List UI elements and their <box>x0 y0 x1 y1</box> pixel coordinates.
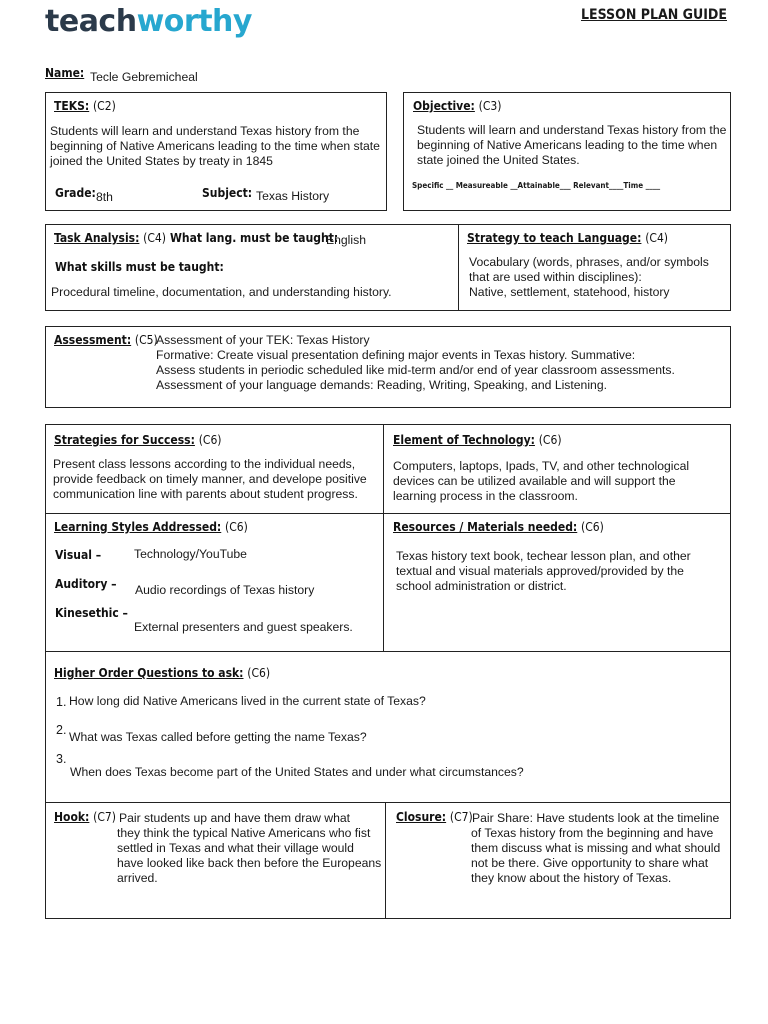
hook-text: they think the typical Native Americans who fist settled in Texas and what their village would have looked like back then before the Europeans arrived. <box>117 826 382 885</box>
lang-taught-value: English <box>326 233 366 247</box>
strategies-success-header <box>54 433 222 447</box>
grade-value: 8th <box>96 190 113 204</box>
objective-code: (C3) <box>478 99 502 113</box>
hook-line-1: Pair students up and have them draw what <box>119 811 351 825</box>
task-analysis-label: Task Analysis: <box>54 231 140 245</box>
strategies-success-text: Present class lessons according to the individual needs, provide feedback on timely manner, and develope positive communication line with parents about student progress. <box>53 457 367 501</box>
assessment-label: Assessment: <box>54 333 132 347</box>
questions-code: (C6) <box>247 666 271 680</box>
element-technology-label: Element of Technology: <box>393 433 535 447</box>
skills-taught-value: Procedural timeline, documentation, and understanding history. <box>51 285 392 299</box>
task-strategy-section <box>45 224 731 311</box>
element-technology-text: Computers, laptops, Ipads, TV, and other technological devices can be utilized available and will support the learning process in the classroom. <box>393 459 690 503</box>
assessment-line-3: Assess students in periodic scheduled like mid-term and/or end of year classroom assessments. <box>156 363 675 377</box>
closure-line-1: Pair Share: Have students look at the timeline <box>472 811 720 825</box>
skills-taught-label: What skills must be taught: <box>55 260 224 274</box>
strategy-language-text: Vocabulary (words, phrases, and/or symbols that are used within disciplines): <box>469 255 709 284</box>
teachworthy-logo <box>45 4 252 39</box>
hook-label: Hook: <box>54 810 90 824</box>
question-2-number: 2. <box>56 723 67 737</box>
objective-text: Students will learn and understand Texas history from the beginning of Native Americans leading to the time when state joined the United States. <box>417 123 727 167</box>
element-technology-code: (C6) <box>538 433 562 447</box>
strategy-language-header <box>467 231 668 245</box>
learning-styles-code: (C6) <box>225 520 248 534</box>
subject-value: Texas History <box>256 189 330 203</box>
lang-taught-label: What lang. must be taught: <box>170 231 339 245</box>
kinesthetic-value: External presenters and guest speakers. <box>134 620 353 634</box>
objective-section <box>403 92 731 211</box>
teks-text: Students will learn and understand Texas history from the beginning of Native Americans leading to the time when state joined the United States by treaty in 1845 <box>50 124 380 168</box>
hook-header <box>54 810 116 824</box>
resources-label: Resources / Materials needed: <box>393 520 578 534</box>
teks-section <box>45 92 387 211</box>
assessment-code: (C5) <box>134 333 158 347</box>
logo-part-worthy: worthy <box>136 4 252 39</box>
assessment-header <box>54 333 158 347</box>
name-value: Tecle Gebremicheal <box>90 70 198 84</box>
closure-text: of Texas history from the beginning and have them discuss what is missing and what should not be there. Give opportunity to share what they know about the history of Texas. <box>471 826 721 885</box>
element-technology-header <box>393 433 562 447</box>
logo-part-teach: teach <box>45 4 137 39</box>
objective-label: Objective: <box>413 99 475 113</box>
question-2-text: What was Texas called before getting the name Texas? <box>69 730 367 744</box>
teks-code: (C2) <box>92 99 116 113</box>
objective-header <box>413 99 501 113</box>
assessment-line-2: Formative: Create visual presentation defining major events in Texas history. Summative: <box>156 348 636 362</box>
hook-code: (C7) <box>93 810 116 824</box>
closure-label: Closure: <box>396 810 447 824</box>
strategy-language-vocab: Native, settlement, statehood, history <box>469 285 670 299</box>
resources-text: Texas history text book, techear lesson plan, and other textual and visual materials approved/provided by the school administration or district. <box>396 549 691 593</box>
closure-code: (C7) <box>449 810 473 824</box>
assessment-section <box>45 326 731 408</box>
teks-label: TEKS: <box>54 99 90 113</box>
auditory-label: Auditory – <box>55 577 117 591</box>
visual-value: Technology/YouTube <box>134 547 247 561</box>
questions-label: Higher Order Questions to ask: <box>54 666 244 680</box>
task-analysis-code: (C4) <box>143 231 167 245</box>
question-1-text: How long did Native Americans lived in the current state of Texas? <box>69 694 426 708</box>
resources-header <box>393 520 604 534</box>
learning-styles-header <box>54 520 248 534</box>
visual-label: Visual – <box>55 548 102 562</box>
strategies-grid <box>45 424 731 919</box>
question-3-text: When does Texas become part of the United States and under what circumstances? <box>70 765 524 779</box>
strategy-language-label: Strategy to teach Language: <box>467 231 642 245</box>
strategies-success-label: Strategies for Success: <box>54 433 195 447</box>
document-title: LESSON PLAN GUIDE <box>580 7 727 23</box>
teks-header <box>54 99 116 113</box>
closure-header <box>396 810 473 824</box>
strategy-language-code: (C4) <box>645 231 669 245</box>
task-analysis-header <box>54 231 166 245</box>
questions-header <box>54 666 270 680</box>
kinesthetic-label: Kinesethic – <box>55 606 128 620</box>
auditory-value: Audio recordings of Texas history <box>135 583 315 597</box>
resources-code: (C6) <box>581 520 604 534</box>
question-1-number: 1. <box>56 695 67 709</box>
strategies-success-code: (C6) <box>198 433 222 447</box>
grade-label: Grade: <box>55 186 96 200</box>
assessment-line-4: Assessment of your language demands: Reading, Writing, Speaking, and Listening. <box>156 378 607 392</box>
learning-styles-label: Learning Styles Addressed: <box>54 520 222 534</box>
subject-label: Subject: <box>202 186 253 200</box>
name-label: Name: <box>45 66 85 80</box>
smart-criteria: Specific __ Measureable __Attainable___ Relevant____Time ____ <box>412 181 661 190</box>
question-3-number: 3. <box>56 752 67 766</box>
assessment-line-1: Assessment of your TEK: Texas History <box>156 333 370 347</box>
